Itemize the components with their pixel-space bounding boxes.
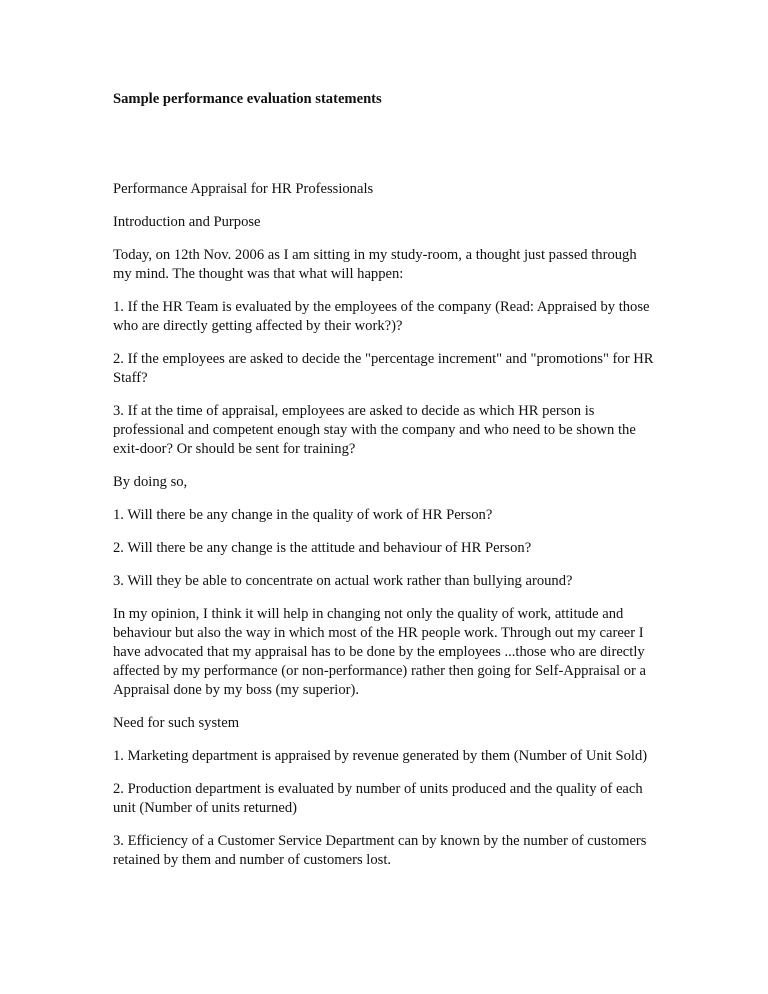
outcome-item: 1. Will there be any change in the quality of work of HR Person?	[113, 507, 493, 523]
opinion-paragraph: In my opinion, I think it will help in changing not only the quality of work, attitude and behaviour but also the way in which most of the HR people work. Through out my career I have advocated that my appraisal has to be done by the employees ...those who are directly affected by my performance (or non-performance) rather then going for Self-Appraisal or a Appraisal done by my boss (my superior).	[113, 606, 646, 698]
intro-heading: Introduction and Purpose	[113, 214, 261, 230]
outcome-item: 3. Will they be able to concentrate on actual work rather than bullying around?	[113, 573, 573, 589]
document-page	[113, 90, 658, 884]
need-item: 3. Efficiency of a Customer Service Department can by known by the number of customers retained by them and number of customers lost.	[113, 833, 647, 868]
need-item: 2. Production department is evaluated by number of units produced and the quality of each unit (Number of units returned)	[113, 781, 643, 816]
intro-paragraph: Today, on 12th Nov. 2006 as I am sitting in my study-room, a thought just passed through my mind. The thought was that what will happen:	[113, 247, 637, 282]
document-heading: Sample performance evaluation statements	[113, 91, 382, 107]
need-heading: Need for such system	[113, 715, 240, 731]
question-item: 2. If the employees are asked to decide the "percentage increment" and "promotions" for HR Staff?	[113, 351, 654, 386]
document-subtitle: Performance Appraisal for HR Professionals	[113, 181, 374, 197]
outcome-item: 2. Will there be any change is the attitude and behaviour of HR Person?	[113, 540, 532, 556]
question-item: 1. If the HR Team is evaluated by the employees of the company (Read: Appraised by those who are directly getting affected by their work?)?	[113, 299, 650, 334]
by-doing-so-text: By doing so,	[113, 474, 188, 490]
question-item: 3. If at the time of appraisal, employees are asked to decide as which HR person is professional and competent enough stay with the company and who need to be shown the exit-door? Or should be sent for training?	[113, 403, 636, 457]
need-item: 1. Marketing department is appraised by revenue generated by them (Number of Unit Sold)	[113, 748, 648, 764]
